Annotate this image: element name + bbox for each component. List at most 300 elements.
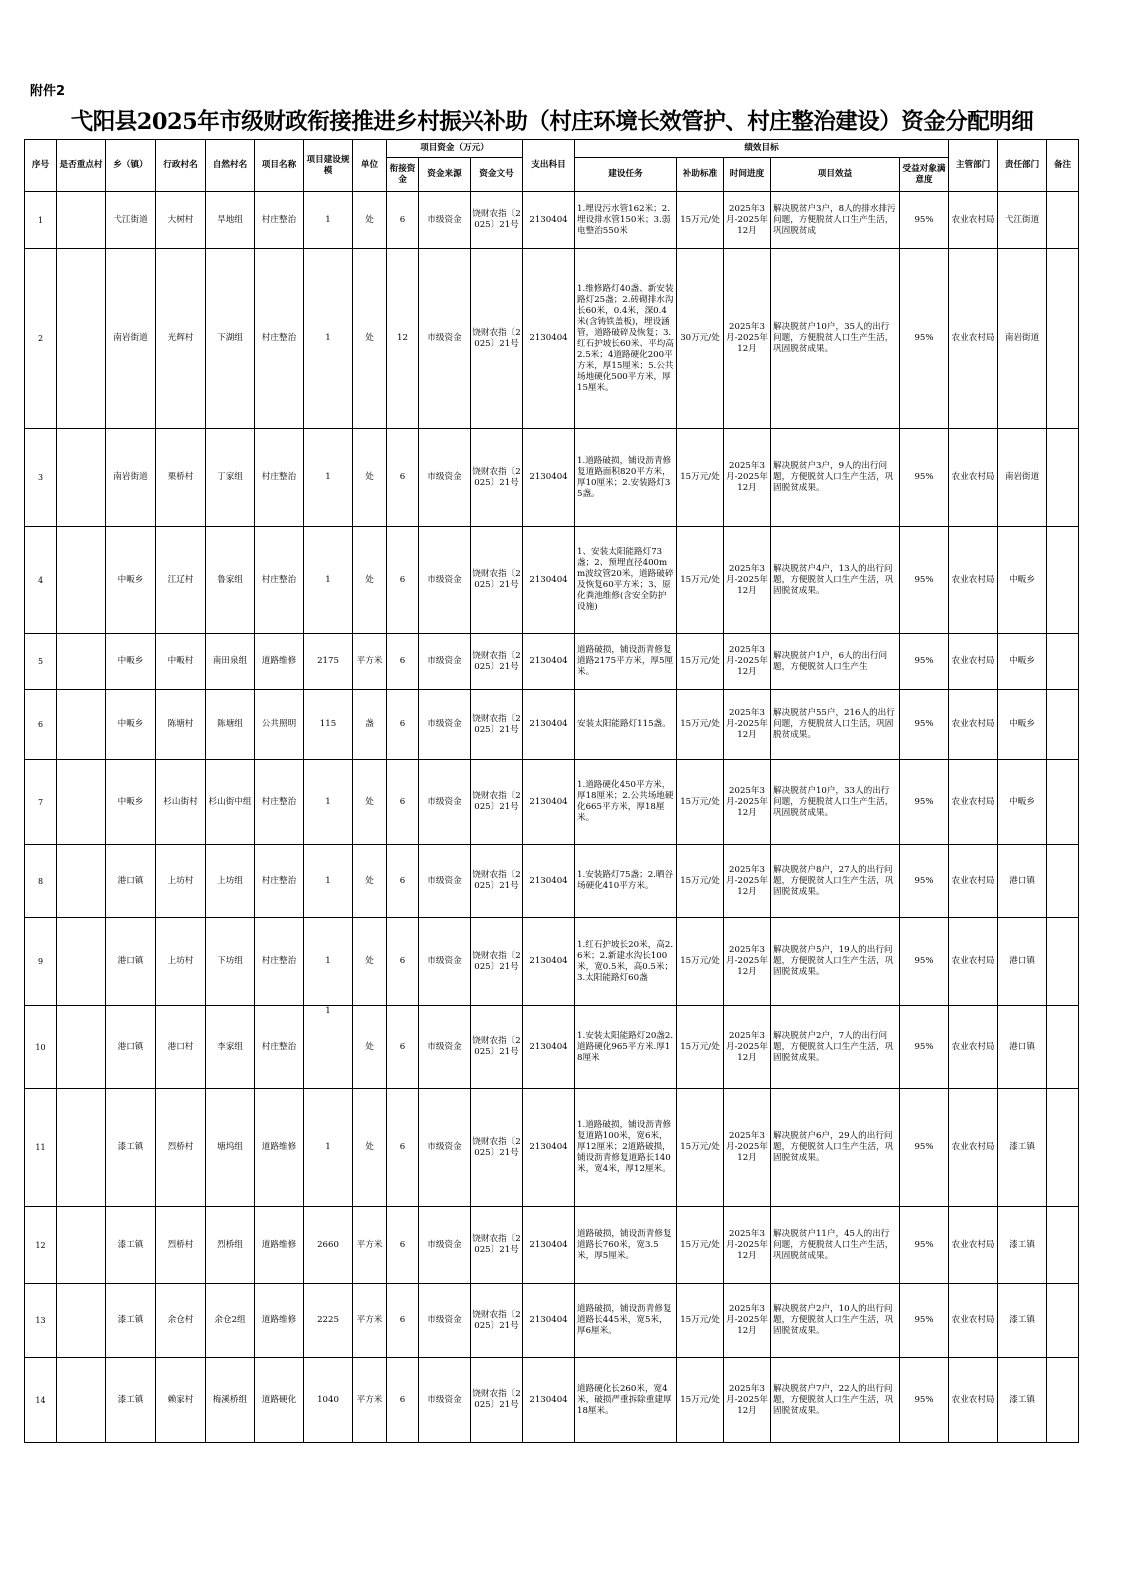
cell-seq: 2 [25, 249, 57, 429]
cell-expense-subject: 2130404 [523, 690, 575, 760]
cell-subsidy: 15万元/处 [677, 918, 724, 1006]
table-row [25, 249, 1079, 429]
cell-benefit: 解决脱贫户55户，216人的出行问题，方便脱贫人口生活，巩固脱贫成果。 [771, 690, 900, 760]
cell-task: 1.红石护坡长20米，高2.6米；2.新建水沟长100米，宽0.5米，高0.5米；3.太阳能路灯60盏 [575, 918, 677, 1006]
cell-resp: 漆工镇 [998, 1358, 1047, 1443]
cell-township: 漆工镇 [106, 1207, 156, 1284]
table-row [25, 429, 1079, 527]
cell-township: 中畈乡 [106, 527, 156, 634]
cell-funding-doc: 饶财农指〔2025〕21号 [471, 634, 523, 690]
cell-key-village [57, 760, 106, 845]
cell-project-name: 村庄整治 [255, 918, 304, 1006]
cell-subsidy: 15万元/处 [677, 1207, 724, 1284]
cell-seq: 7 [25, 760, 57, 845]
cell-seq: 13 [25, 1284, 57, 1358]
cell-key-village [57, 527, 106, 634]
cell-funding-source: 市级资金 [419, 918, 471, 1006]
cell-admin-village: 中畈村 [156, 634, 206, 690]
cell-funding-amount: 6 [387, 918, 419, 1006]
cell-satisfaction: 95% [900, 1358, 949, 1443]
cell-seq: 3 [25, 429, 57, 527]
cell-seq: 10 [25, 1006, 57, 1089]
cell-scale: 2175 [304, 634, 353, 690]
cell-task: 道路硬化长260米，宽4米，破损严重拆除重建厚18厘米。 [575, 1358, 677, 1443]
cell-resp: 港口镇 [998, 1006, 1047, 1089]
cell-subsidy: 15万元/处 [677, 1284, 724, 1358]
cell-funding-doc: 饶财农指〔2025〕21号 [471, 918, 523, 1006]
cell-satisfaction: 95% [900, 760, 949, 845]
cell-project-name: 村庄整治 [255, 249, 304, 429]
table-row [25, 1284, 1079, 1358]
cell-funding-amount: 6 [387, 192, 419, 249]
cell-schedule: 2025年3月-2025年12月 [724, 760, 771, 845]
cell-scale: 1040 [304, 1358, 353, 1443]
cell-schedule: 2025年3月-2025年12月 [724, 192, 771, 249]
cell-seq: 9 [25, 918, 57, 1006]
cell-subsidy: 15万元/处 [677, 429, 724, 527]
cell-key-village [57, 845, 106, 918]
header-natural-village: 自然村名 [206, 140, 255, 192]
cell-schedule: 2025年3月-2025年12月 [724, 845, 771, 918]
cell-funding-source: 市级资金 [419, 1284, 471, 1358]
cell-natural-village: 下湖组 [206, 249, 255, 429]
cell-remark [1047, 1207, 1079, 1284]
header-township: 乡（镇） [106, 140, 156, 192]
cell-funding-doc: 饶财农指〔2025〕21号 [471, 1358, 523, 1443]
cell-benefit: 解决脱贫户7户，22人的出行问题，方便脱贫人口生产生活，巩固脱贫成果。 [771, 1358, 900, 1443]
cell-funding-source: 市级资金 [419, 249, 471, 429]
cell-funding-doc: 饶财农指〔2025〕21号 [471, 429, 523, 527]
header-resp: 责任部门 [998, 140, 1047, 192]
cell-dept: 农业农村局 [949, 1089, 998, 1207]
cell-funding-source: 市级资金 [419, 845, 471, 918]
cell-township: 港口镇 [106, 918, 156, 1006]
cell-funding-source: 市级资金 [419, 1006, 471, 1089]
cell-funding-source: 市级资金 [419, 429, 471, 527]
cell-natural-village: 烈桥组 [206, 1207, 255, 1284]
cell-expense-subject: 2130404 [523, 249, 575, 429]
cell-funding-source: 市级资金 [419, 690, 471, 760]
cell-unit: 处 [353, 249, 387, 429]
cell-scale: 1 [304, 1006, 353, 1089]
cell-key-village [57, 1006, 106, 1089]
cell-task: 1.安装路灯75盏；2.晒谷场硬化410平方米。 [575, 845, 677, 918]
cell-project-name: 道路维修 [255, 1207, 304, 1284]
cell-township: 中畈乡 [106, 690, 156, 760]
table-row [25, 1207, 1079, 1284]
header-scale: 项目建设规模 [304, 140, 353, 192]
cell-natural-village: 杉山街中组 [206, 760, 255, 845]
cell-resp: 中畈乡 [998, 527, 1047, 634]
header-project-name: 项目名称 [255, 140, 304, 192]
cell-funding-amount: 6 [387, 690, 419, 760]
cell-task: 1.道路破损，铺设沥青修复道路面积820平方米，厚10厘米；2.安装路灯35盏。 [575, 429, 677, 527]
cell-key-village [57, 1207, 106, 1284]
cell-scale: 1 [304, 192, 353, 249]
cell-admin-village: 港口村 [156, 1006, 206, 1089]
cell-schedule: 2025年3月-2025年12月 [724, 249, 771, 429]
cell-expense-subject: 2130404 [523, 634, 575, 690]
cell-natural-village: 陈塘组 [206, 690, 255, 760]
cell-funding-doc: 饶财农指〔2025〕21号 [471, 1284, 523, 1358]
header-performance-group: 绩效目标 [575, 140, 949, 158]
header-funding-amount: 衔接资金 [387, 158, 419, 192]
cell-resp: 南岩街道 [998, 429, 1047, 527]
cell-expense-subject: 2130404 [523, 192, 575, 249]
cell-satisfaction: 95% [900, 634, 949, 690]
cell-expense-subject: 2130404 [523, 1284, 575, 1358]
cell-admin-village: 陈塘村 [156, 690, 206, 760]
cell-funding-doc: 饶财农指〔2025〕21号 [471, 845, 523, 918]
cell-resp: 中畈乡 [998, 634, 1047, 690]
cell-schedule: 2025年3月-2025年12月 [724, 1089, 771, 1207]
cell-funding-amount: 6 [387, 1207, 419, 1284]
cell-benefit: 解决脱贫户6户，29人的出行问题，方便脱贫人口生产生活，巩固脱贫成果。 [771, 1089, 900, 1207]
table-row [25, 845, 1079, 918]
cell-task: 1、安装太阳能路灯73盏；2、预埋直径400mm波纹管20米，道路破碎及恢复60平方米；3、原化粪池维修(含安全防护设施) [575, 527, 677, 634]
cell-admin-village: 赖家村 [156, 1358, 206, 1443]
cell-unit: 平方米 [353, 1358, 387, 1443]
cell-task: 1.道路破损，铺设沥青修复道路100米，宽6米，厚12厘米；2道路破损，铺设沥青修复道路长140米，宽4米，厚12厘米。 [575, 1089, 677, 1207]
table-row [25, 1006, 1079, 1089]
cell-subsidy: 15万元/处 [677, 1006, 724, 1089]
header-subsidy-std: 补助标准 [677, 158, 724, 192]
cell-task: 1.道路硬化450平方米，厚18厘米；2.公共场地硬化665平方米，厚18厘米。 [575, 760, 677, 845]
cell-township: 弋江街道 [106, 192, 156, 249]
cell-funding-source: 市级资金 [419, 1358, 471, 1443]
cell-schedule: 2025年3月-2025年12月 [724, 918, 771, 1006]
header-schedule: 时间进度 [724, 158, 771, 192]
cell-seq: 1 [25, 192, 57, 249]
cell-unit: 处 [353, 760, 387, 845]
cell-benefit: 解决脱贫户10户，35人的出行问题，方便脱贫人口生产生活，巩固脱贫成果。 [771, 249, 900, 429]
cell-satisfaction: 95% [900, 429, 949, 527]
attachment-label: 附件2 [30, 84, 66, 99]
cell-satisfaction: 95% [900, 1006, 949, 1089]
cell-benefit: 解决脱贫户2户，10人的出行问题，方便脱贫人口生产生活，巩固脱贫成果。 [771, 1284, 900, 1358]
table-row [25, 1089, 1079, 1207]
cell-scale: 1 [304, 845, 353, 918]
cell-funding-amount: 12 [387, 249, 419, 429]
cell-remark [1047, 1006, 1079, 1089]
cell-expense-subject: 2130404 [523, 1358, 575, 1443]
cell-project-name: 村庄整治 [255, 845, 304, 918]
cell-natural-village: 下坊组 [206, 918, 255, 1006]
cell-seq: 8 [25, 845, 57, 918]
cell-unit: 平方米 [353, 1284, 387, 1358]
cell-seq: 12 [25, 1207, 57, 1284]
cell-unit: 平方米 [353, 1207, 387, 1284]
cell-satisfaction: 95% [900, 845, 949, 918]
cell-funding-amount: 6 [387, 845, 419, 918]
header-dept: 主管部门 [949, 140, 998, 192]
cell-resp: 弋江街道 [998, 192, 1047, 249]
cell-township: 中畈乡 [106, 634, 156, 690]
cell-scale: 1 [304, 527, 353, 634]
cell-key-village [57, 690, 106, 760]
cell-remark [1047, 192, 1079, 249]
cell-funding-amount: 6 [387, 634, 419, 690]
cell-project-name: 道路硬化 [255, 1358, 304, 1443]
cell-remark [1047, 527, 1079, 634]
cell-schedule: 2025年3月-2025年12月 [724, 527, 771, 634]
cell-admin-village: 烈桥村 [156, 1089, 206, 1207]
header-satisfaction: 受益对象满意度 [900, 158, 949, 192]
cell-dept: 农业农村局 [949, 249, 998, 429]
cell-schedule: 2025年3月-2025年12月 [724, 1358, 771, 1443]
cell-dept: 农业农村局 [949, 1006, 998, 1089]
cell-benefit: 解决脱贫户5户，19人的出行问题，方便脱贫人口生产生活，巩固脱贫成果。 [771, 918, 900, 1006]
cell-unit: 处 [353, 527, 387, 634]
cell-remark [1047, 845, 1079, 918]
cell-scale: 115 [304, 690, 353, 760]
cell-key-village [57, 192, 106, 249]
cell-funding-doc: 饶财农指〔2025〕21号 [471, 249, 523, 429]
cell-dept: 农业农村局 [949, 429, 998, 527]
cell-resp: 南岩街道 [998, 249, 1047, 429]
cell-funding-source: 市级资金 [419, 760, 471, 845]
cell-resp: 漆工镇 [998, 1284, 1047, 1358]
cell-schedule: 2025年3月-2025年12月 [724, 690, 771, 760]
cell-benefit: 解决脱贫户3户，9人的出行问题，方便脱贫人口生产生活，巩固脱贫成果。 [771, 429, 900, 527]
cell-natural-village: 上坊组 [206, 845, 255, 918]
header-remark: 备注 [1047, 140, 1079, 192]
cell-expense-subject: 2130404 [523, 1006, 575, 1089]
cell-dept: 农业农村局 [949, 1207, 998, 1284]
cell-task: 1.安装太阳能路灯20盏2.道路硬化965平方米.厚18厘米 [575, 1006, 677, 1089]
cell-project-name: 道路维修 [255, 1089, 304, 1207]
cell-project-name: 村庄整治 [255, 1006, 304, 1089]
cell-natural-village: 梅溪桥组 [206, 1358, 255, 1443]
cell-admin-village: 上坊村 [156, 845, 206, 918]
cell-satisfaction: 95% [900, 918, 949, 1006]
cell-project-name: 道路维修 [255, 1284, 304, 1358]
cell-benefit: 解决脱贫户8户，27人的出行问题，方便脱贫人口生产生活，巩固脱贫成果。 [771, 845, 900, 918]
cell-expense-subject: 2130404 [523, 918, 575, 1006]
cell-satisfaction: 95% [900, 249, 949, 429]
cell-seq: 14 [25, 1358, 57, 1443]
cell-remark [1047, 760, 1079, 845]
cell-admin-village: 烈桥村 [156, 1207, 206, 1284]
cell-admin-village: 江辽村 [156, 527, 206, 634]
allocation-table [24, 139, 1079, 1443]
table-row [25, 192, 1079, 249]
cell-key-village [57, 1284, 106, 1358]
cell-expense-subject: 2130404 [523, 1207, 575, 1284]
cell-expense-subject: 2130404 [523, 760, 575, 845]
cell-natural-village: 余仓2组 [206, 1284, 255, 1358]
cell-schedule: 2025年3月-2025年12月 [724, 1207, 771, 1284]
cell-scale: 1 [304, 1089, 353, 1207]
cell-township: 南岩街道 [106, 249, 156, 429]
cell-dept: 农业农村局 [949, 527, 998, 634]
cell-resp: 漆工镇 [998, 1089, 1047, 1207]
cell-township: 港口镇 [106, 1006, 156, 1089]
cell-scale: 1 [304, 429, 353, 527]
cell-resp: 漆工镇 [998, 1207, 1047, 1284]
header-admin-village: 行政村名 [156, 140, 206, 192]
cell-natural-village: 丁家组 [206, 429, 255, 527]
cell-funding-doc: 饶财农指〔2025〕21号 [471, 1089, 523, 1207]
cell-natural-village: 李家组 [206, 1006, 255, 1089]
cell-natural-village: 旱地组 [206, 192, 255, 249]
cell-funding-doc: 饶财农指〔2025〕21号 [471, 760, 523, 845]
cell-township: 中畈乡 [106, 760, 156, 845]
cell-unit: 盏 [353, 690, 387, 760]
cell-dept: 农业农村局 [949, 760, 998, 845]
cell-funding-doc: 饶财农指〔2025〕21号 [471, 1207, 523, 1284]
cell-unit: 处 [353, 192, 387, 249]
cell-unit: 处 [353, 1006, 387, 1089]
cell-project-name: 村庄整治 [255, 527, 304, 634]
cell-satisfaction: 95% [900, 1284, 949, 1358]
cell-task: 安装太阳能路灯115盏。 [575, 690, 677, 760]
cell-benefit: 解决脱贫户10户，33人的出行问题，方便脱贫人口生产生活，巩固脱贫成果。 [771, 760, 900, 845]
cell-resp: 港口镇 [998, 845, 1047, 918]
cell-funding-source: 市级资金 [419, 1207, 471, 1284]
cell-key-village [57, 429, 106, 527]
header-unit: 单位 [353, 140, 387, 192]
cell-project-name: 村庄整治 [255, 429, 304, 527]
cell-scale: 1 [304, 249, 353, 429]
cell-funding-doc: 饶财农指〔2025〕21号 [471, 690, 523, 760]
cell-township: 漆工镇 [106, 1358, 156, 1443]
cell-subsidy: 15万元/处 [677, 690, 724, 760]
cell-seq: 11 [25, 1089, 57, 1207]
cell-dept: 农业农村局 [949, 1358, 998, 1443]
cell-satisfaction: 95% [900, 527, 949, 634]
cell-dept: 农业农村局 [949, 845, 998, 918]
cell-township: 漆工镇 [106, 1089, 156, 1207]
header-expense-subject: 支出科目 [523, 140, 575, 192]
cell-subsidy: 15万元/处 [677, 760, 724, 845]
cell-schedule: 2025年3月-2025年12月 [724, 1284, 771, 1358]
cell-benefit: 解决脱贫户3户，8人的排水排污问题，方便脱贫人口生产生活，巩固脱贫成 [771, 192, 900, 249]
header-seq: 序号 [25, 140, 57, 192]
cell-satisfaction: 95% [900, 1207, 949, 1284]
cell-key-village [57, 634, 106, 690]
cell-township: 南岩街道 [106, 429, 156, 527]
header-funding-group: 项目资金（万元） [387, 140, 523, 158]
cell-funding-amount: 6 [387, 527, 419, 634]
cell-key-village [57, 1358, 106, 1443]
table-row [25, 634, 1079, 690]
header-key-village: 是否重点村 [57, 140, 106, 192]
cell-project-name: 村庄整治 [255, 192, 304, 249]
header-benefit: 项目效益 [771, 158, 900, 192]
cell-funding-source: 市级资金 [419, 527, 471, 634]
cell-scale: 1 [304, 918, 353, 1006]
cell-funding-doc: 饶财农指〔2025〕21号 [471, 527, 523, 634]
cell-dept: 农业农村局 [949, 634, 998, 690]
cell-benefit: 解决脱贫户4户，13人的出行问题，方便脱贫人口生产生活，巩固脱贫成果。 [771, 527, 900, 634]
cell-funding-doc: 饶财农指〔2025〕21号 [471, 192, 523, 249]
cell-task: 1.维修路灯40盏、新安装路灯25盏；2.砖砌排水沟长60米，0.4米，深0.4米(含铸铁盖板)，埋设涵管，道路破碎及恢复；3.红石护坡长60米、平均高2.5米；4道路硬化200平方米，厚15厘米；5.公共场地硬化500平方米，厚15厘米。 [575, 249, 677, 429]
cell-admin-village: 杉山街村 [156, 760, 206, 845]
cell-unit: 处 [353, 845, 387, 918]
cell-dept: 农业农村局 [949, 690, 998, 760]
cell-scale: 2225 [304, 1284, 353, 1358]
table-row [25, 527, 1079, 634]
cell-unit: 处 [353, 918, 387, 1006]
cell-key-village [57, 918, 106, 1006]
cell-task: 道路破损，铺设沥青修复道路2175平方米，厚5厘米。 [575, 634, 677, 690]
cell-funding-amount: 6 [387, 760, 419, 845]
cell-funding-amount: 6 [387, 1006, 419, 1089]
cell-expense-subject: 2130404 [523, 845, 575, 918]
cell-subsidy: 15万元/处 [677, 192, 724, 249]
header-funding-doc: 资金文号 [471, 158, 523, 192]
cell-funding-source: 市级资金 [419, 634, 471, 690]
cell-unit: 处 [353, 429, 387, 527]
cell-resp: 中畈乡 [998, 760, 1047, 845]
cell-resp: 港口镇 [998, 918, 1047, 1006]
cell-funding-source: 市级资金 [419, 1089, 471, 1207]
cell-dept: 农业农村局 [949, 192, 998, 249]
cell-scale: 1 [304, 760, 353, 845]
cell-schedule: 2025年3月-2025年12月 [724, 1006, 771, 1089]
cell-resp: 中畈乡 [998, 690, 1047, 760]
cell-satisfaction: 95% [900, 192, 949, 249]
header-funding-source: 资金来源 [419, 158, 471, 192]
cell-funding-amount: 6 [387, 1089, 419, 1207]
cell-task: 道路破损，铺设沥青修复道路长445米，宽5米，厚6厘米。 [575, 1284, 677, 1358]
cell-dept: 农业农村局 [949, 1284, 998, 1358]
cell-satisfaction: 95% [900, 690, 949, 760]
cell-schedule: 2025年3月-2025年12月 [724, 429, 771, 527]
cell-subsidy: 15万元/处 [677, 634, 724, 690]
cell-remark [1047, 1284, 1079, 1358]
cell-township: 港口镇 [106, 845, 156, 918]
cell-admin-village: 栗桥村 [156, 429, 206, 527]
cell-remark [1047, 918, 1079, 1006]
cell-subsidy: 15万元/处 [677, 1089, 724, 1207]
cell-remark [1047, 249, 1079, 429]
cell-remark [1047, 429, 1079, 527]
cell-township: 漆工镇 [106, 1284, 156, 1358]
cell-benefit: 解决脱贫户2户，7人的出行问题，方便脱贫人口生产生活，巩固脱贫成果。 [771, 1006, 900, 1089]
cell-remark [1047, 690, 1079, 760]
cell-remark [1047, 1089, 1079, 1207]
cell-admin-village: 大树村 [156, 192, 206, 249]
cell-subsidy: 15万元/处 [677, 527, 724, 634]
cell-satisfaction: 95% [900, 1089, 949, 1207]
cell-funding-amount: 6 [387, 429, 419, 527]
cell-remark [1047, 634, 1079, 690]
cell-natural-village: 鲁家组 [206, 527, 255, 634]
cell-dept: 农业农村局 [949, 918, 998, 1006]
cell-funding-amount: 6 [387, 1284, 419, 1358]
cell-project-name: 公共照明 [255, 690, 304, 760]
cell-project-name: 道路维修 [255, 634, 304, 690]
cell-admin-village: 余仓村 [156, 1284, 206, 1358]
cell-funding-source: 市级资金 [419, 192, 471, 249]
cell-remark [1047, 1358, 1079, 1443]
cell-unit: 处 [353, 1089, 387, 1207]
cell-expense-subject: 2130404 [523, 527, 575, 634]
cell-admin-village: 光辉村 [156, 249, 206, 429]
cell-key-village [57, 249, 106, 429]
cell-subsidy: 15万元/处 [677, 845, 724, 918]
cell-benefit: 解决脱贫户1户，6人的出行问题，方便脱贫人口生产生 [771, 634, 900, 690]
cell-scale: 2660 [304, 1207, 353, 1284]
cell-unit: 平方米 [353, 634, 387, 690]
cell-natural-village: 塘坞组 [206, 1089, 255, 1207]
table-row [25, 1358, 1079, 1443]
cell-subsidy: 15万元/处 [677, 1358, 724, 1443]
cell-natural-village: 南田泉组 [206, 634, 255, 690]
cell-schedule: 2025年3月-2025年12月 [724, 634, 771, 690]
